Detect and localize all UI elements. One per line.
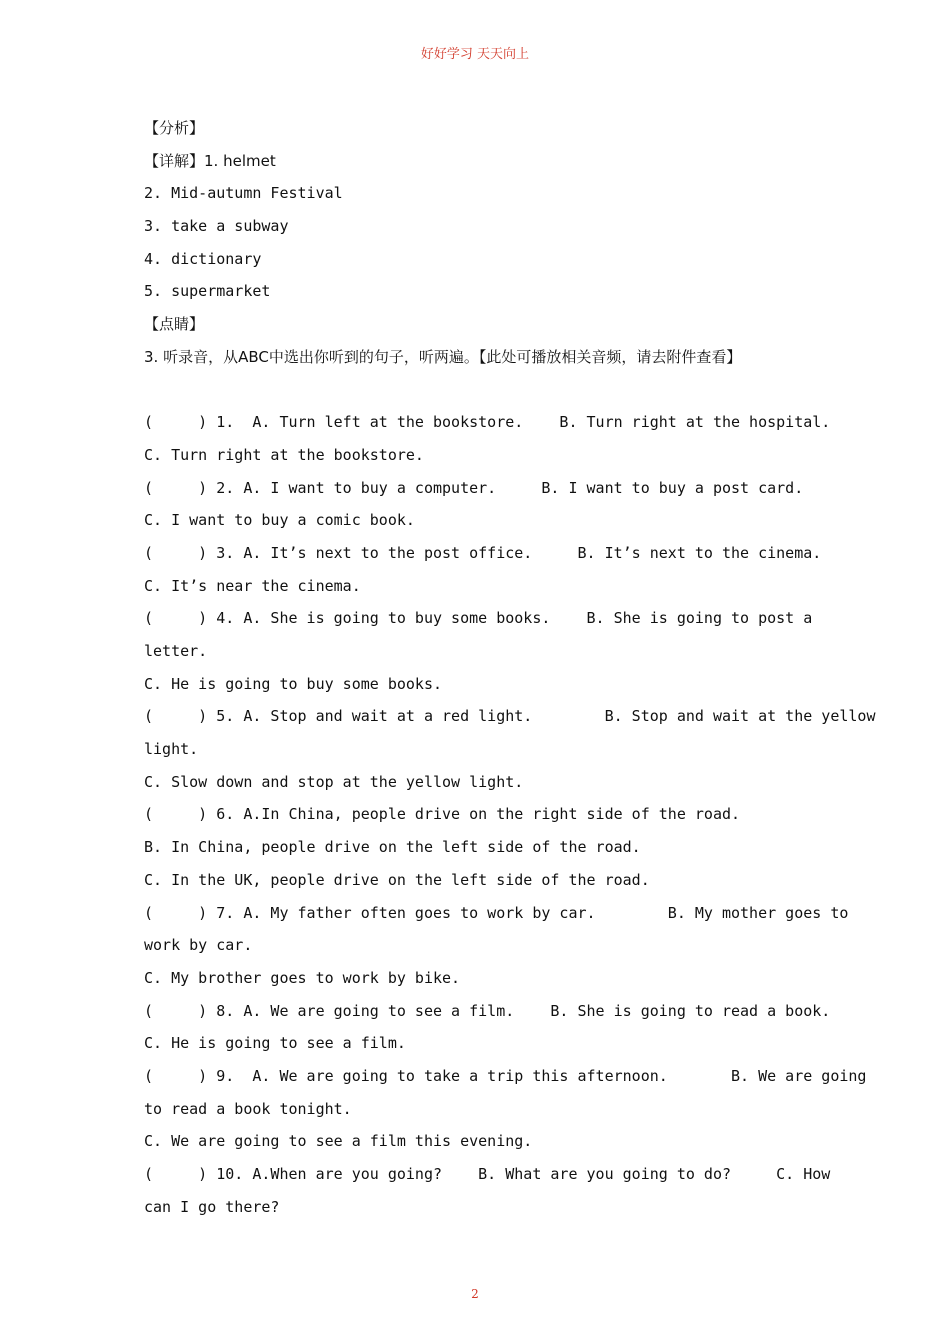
- question-4-continued: letter.: [144, 642, 208, 660]
- question-10-line: ( ) 10. A.When are you going? B. What are you going to do? C. How: [144, 1165, 831, 1183]
- question-7-option-c: C. My brother goes to work by bike.: [144, 968, 461, 987]
- question-6-line: ( ) 6. A.In China, people drive on the right side of the road.: [144, 805, 741, 824]
- question-8-line: ( ) 8. A. We are going to see a film. B. She is going to read a book.: [144, 1001, 831, 1020]
- question-3-option-c: C. It’s near the cinema.: [144, 576, 361, 595]
- question-4-option-c: C. He is going to buy some books.: [144, 674, 443, 693]
- question-7-continued: work by car.: [144, 936, 253, 955]
- section-instruction: 3. 听录音，从ABC中选出你听到的句子，听两遍。【此处可播放相关音频，请去附件查看】: [144, 347, 742, 366]
- question-9-option-c: C. We are going to see a film this evening.: [144, 1132, 533, 1151]
- question-5-line: ( ) 5. A. Stop and wait at a red light. B. Stop and wait at the yellow: [144, 707, 876, 726]
- detail-answer-2: 2. Mid-autumn Festival: [144, 184, 343, 203]
- question-9-continued: to read a book tonight.: [144, 1099, 352, 1118]
- question-5-continued: light.: [144, 740, 199, 759]
- page-header: 好好学习 天天向上: [420, 47, 530, 62]
- detail-answer-3: 3. take a subway: [144, 217, 289, 236]
- question-10-continued: can I go there?: [144, 1197, 280, 1216]
- question-8-option-c: C. He is going to see a film.: [144, 1034, 406, 1053]
- question-5-option-c: C. Slow down and stop at the yellow light.: [144, 772, 524, 791]
- question-9-line: ( ) 9. A. We are going to take a trip this afternoon. B. We are going: [144, 1066, 867, 1085]
- question-1-line: ( ) 1. A. Turn left at the bookstore. B. Turn right at the hospital.: [144, 413, 831, 432]
- question-6-option-b: B. In China, people drive on the left side of the road.: [144, 838, 641, 857]
- document-body: [144, 112, 876, 1223]
- highlight-heading: 【点睛】: [144, 315, 205, 334]
- detail-answer-4: 4. dictionary: [144, 249, 262, 268]
- question-1-option-c: C. Turn right at the bookstore.: [144, 445, 424, 464]
- analysis-heading: 【分析】: [144, 119, 205, 137]
- detail-answer-1: 【详解】1. helmet: [144, 151, 276, 170]
- detail-answer-5: 5. supermarket: [144, 282, 271, 301]
- question-3-line: ( ) 3. A. It’s next to the post office. B. It’s next to the cinema.: [144, 543, 822, 562]
- question-4-line: ( ) 4. A. She is going to buy some books. B. She is going to post a: [144, 609, 813, 628]
- question-2-line: ( ) 2. A. I want to buy a computer. B. I want to buy a post card.: [144, 478, 804, 497]
- question-6-option-c: C. In the UK, people drive on the left side of the road.: [144, 870, 650, 889]
- blank-line: [144, 374, 854, 407]
- question-7-line: ( ) 7. A. My father often goes to work by car. B. My mother goes to: [144, 903, 849, 922]
- question-2-option-c: C. I want to buy a comic book.: [144, 511, 415, 530]
- page-number: 2: [471, 1287, 479, 1301]
